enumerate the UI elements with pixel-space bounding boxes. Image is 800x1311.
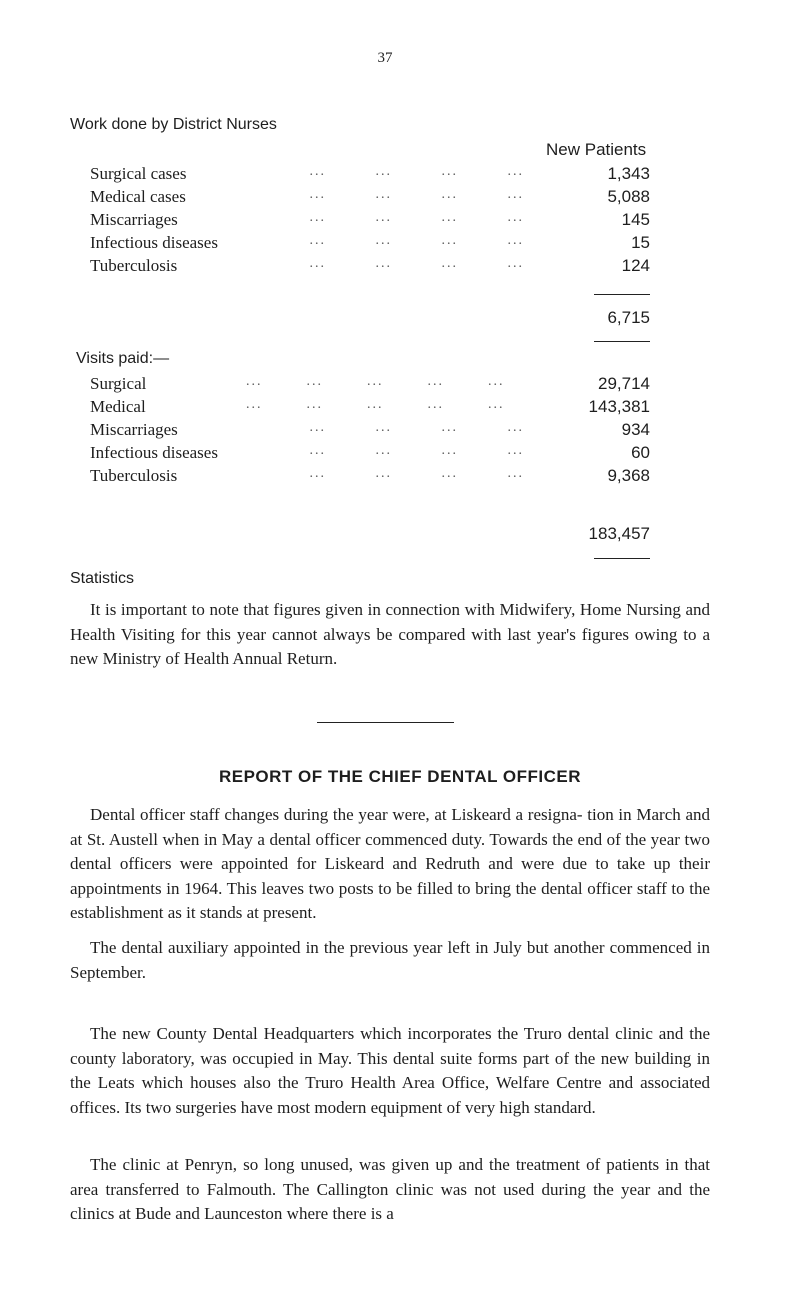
row-label: Medical cases — [90, 187, 186, 206]
table-row — [0, 187, 800, 209]
row-value: 29,714 — [598, 374, 650, 393]
leader-dots: ... ... ... ... — [260, 420, 524, 435]
table-row — [0, 420, 800, 442]
visits-total: 183,457 — [588, 524, 650, 543]
table-row — [0, 256, 800, 278]
table-row — [0, 397, 800, 419]
row-label: Miscarriages — [90, 420, 178, 439]
row-label: Medical — [90, 397, 146, 416]
statistics-heading: Statistics — [70, 570, 135, 587]
report-paragraph: Dental officer staff changes during the year were, at Liskeard a resigna- tion in March and at St. Austell when in May a dental officer commenced duty. Towards the end of the year two dental officers were appointed for Liskeard and Redruth and were due to take up their appointments in 1964. This leaves two posts to be filled to bring the dental officer staff to the establishment as it stands at present. — [70, 805, 710, 922]
row-label: Tuberculosis — [90, 256, 178, 275]
page-number: 37 — [377, 50, 393, 66]
row-value: 145 — [621, 210, 650, 229]
table-row — [0, 374, 800, 396]
table-row — [0, 466, 800, 488]
report-paragraph: The dental auxiliary appointed in the previous year left in July but another commenced in September. — [70, 938, 710, 982]
new-patients-column-header: New Patients — [546, 140, 647, 159]
row-value: 124 — [621, 256, 650, 275]
row-value: 60 — [631, 443, 650, 462]
total-rule — [594, 341, 650, 342]
row-label: Infectious diseases — [90, 233, 218, 252]
report-paragraph: The clinic at Penryn, so long unused, was given up and the treatment of patients in that area transferred to Falmouth. The Callington clinic was not used during the year and the clinics at Bude and Launceston where there is a — [70, 1155, 710, 1223]
row-value: 9,368 — [607, 466, 650, 485]
visits-heading: Visits paid:— — [76, 350, 170, 367]
total-rule — [594, 558, 650, 559]
total-rule — [594, 294, 650, 295]
row-label: Infectious diseases — [90, 443, 218, 462]
row-label: Surgical — [90, 374, 147, 393]
row-label: Miscarriages — [90, 210, 178, 229]
table-row — [0, 233, 800, 255]
report-paragraph: The new County Dental Headquarters which incorporates the Truro dental clinic and the county laboratory, was occupied in May. This dental suite forms part of the new building in the Leats which houses also the Truro Health Area Office, Welfare Centre and associated offices. Its two surgeries have most modern equipment of very high standard. — [70, 1024, 710, 1117]
row-value: 143,381 — [588, 397, 650, 416]
row-value: 934 — [621, 420, 650, 439]
table-row — [0, 443, 800, 465]
leader-dots: ... ... ... ... — [260, 187, 524, 202]
statistics-paragraph: It is important to note that figures given in connection with Midwifery, Home Nursing and Health Visiting for this year cannot always be compared with last year's figures owing to a new Ministry of Health Annual Return. — [70, 600, 710, 668]
leader-dots: ... ... ... ... — [260, 256, 524, 271]
row-label: Surgical cases — [90, 164, 187, 183]
leader-dots: ... ... ... ... — [260, 210, 524, 225]
leader-dots: ... ... ... ... — [260, 164, 524, 179]
row-value: 1,343 — [607, 164, 650, 183]
leader-dots: ... ... ... ... — [260, 443, 524, 458]
leader-dots: ... ... ... ... — [260, 233, 524, 248]
leader-dots: ... ... ... ... ... — [224, 397, 505, 412]
table-row — [0, 210, 800, 232]
table-row — [0, 164, 800, 186]
section-divider — [317, 722, 454, 723]
row-label: Tuberculosis — [90, 466, 178, 485]
leader-dots: ... ... ... ... ... — [224, 374, 505, 389]
report-title: REPORT OF THE CHIEF DENTAL OFFICER — [218, 767, 582, 786]
district-nurses-heading: Work done by District Nurses — [70, 116, 277, 133]
leader-dots: ... ... ... ... — [260, 466, 524, 481]
row-value: 5,088 — [607, 187, 650, 206]
row-value: 15 — [631, 233, 650, 252]
new-patients-total: 6,715 — [607, 308, 650, 327]
